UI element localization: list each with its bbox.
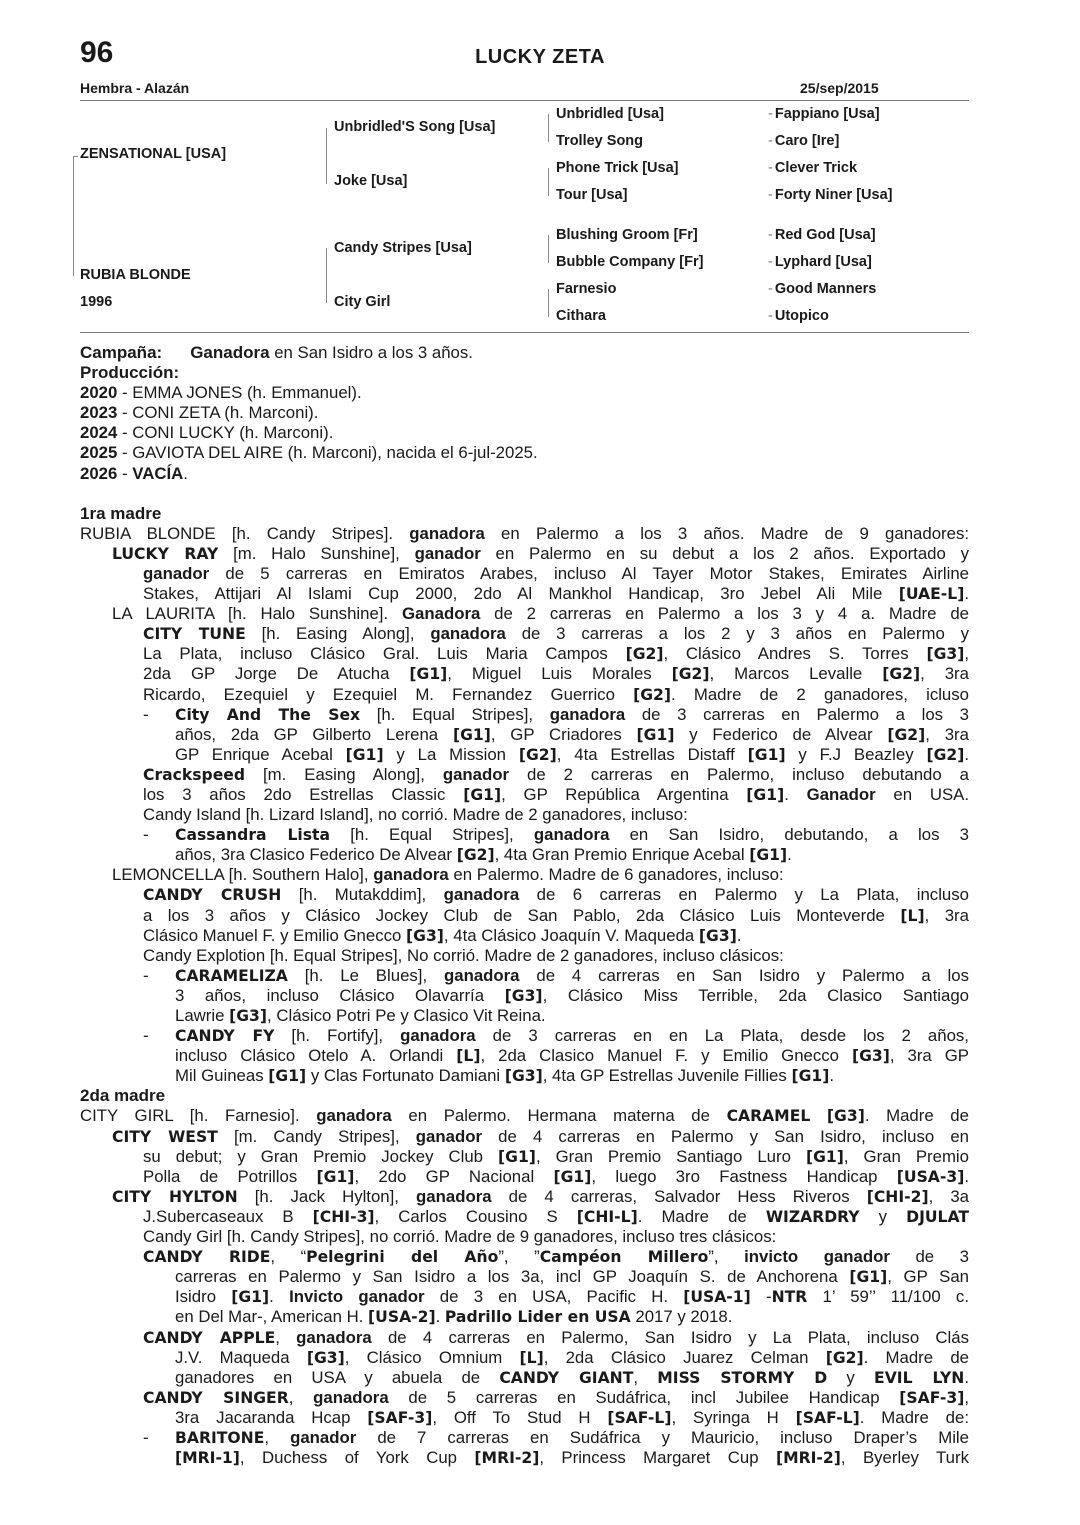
sex-color: Hembra - Alazán: [80, 80, 190, 96]
gen3-1: Unbridled [Usa]: [556, 106, 664, 122]
gen3-5: Blushing Groom [Fr]: [556, 227, 698, 243]
family-line: carreras en Palermo y San Isidro a los 3a, incl GP Joaquín S. de Anchorena [G1], GP San: [175, 1267, 969, 1287]
gen3-4: Tour [Usa]: [556, 187, 628, 203]
gen4-5: Red God [Usa]: [774, 227, 876, 243]
lot-number: 96: [80, 36, 114, 69]
second-dam-label: 2da madre: [80, 1086, 166, 1106]
campaign-line: Campaña: Ganadora en San Isidro a los 3 años.: [80, 343, 473, 362]
family-line: Mil Guineas [G1] y Clas Fortunato Damiani [G3], 4ta GP Estrellas Juvenile Fillies [G1].: [175, 1066, 835, 1086]
family-line: LUCKY RAY [m. Halo Sunshine], ganador en Palermo en su debut a los 2 años. Exportado y: [112, 543, 969, 563]
gen3-6: Bubble Company [Fr]: [556, 254, 704, 270]
gen3-8: Cithara: [556, 308, 606, 324]
family-line: 2da GP Jorge De Atucha [G1], Miguel Luis Morales [G2], Marcos Levalle [G2], 3ra: [143, 664, 969, 684]
production-item: 2025 - GAVIOTA DEL AIRE (h. Marconi), nacida el 6-jul-2025.: [80, 443, 538, 463]
first-dam-label: 1ra madre: [80, 503, 162, 523]
family-line: - Cassandra Lista [h. Equal Stripes], ganadora en San Isidro, debutando, a los 3: [143, 825, 969, 845]
birth-date: 25/sep/2015: [800, 80, 879, 96]
family-line: CANDY CRUSH [h. Mutakddim], ganadora de 6 carreras en Palermo y La Plata, incluso: [143, 885, 969, 905]
production-item: 2024 - CONI LUCKY (h. Marconi).: [80, 423, 334, 443]
family-line: 3ra Jacaranda Hcap [SAF-3], Off To Stud H [SAF-L], Syringa H [SAF-L]. Madre de:: [175, 1407, 969, 1427]
gen4-4: Forty Niner [Usa]: [774, 187, 893, 203]
family-line: años, 2da GP Gilberto Lerena [G1], GP Criadores [G1] y Federico de Alvear [G2], 3ra: [175, 724, 969, 744]
gen4-2: Caro [Ire]: [774, 133, 840, 149]
top-rule: [80, 100, 969, 101]
family-line: Candy Island [h. Lizard Island], no corrió. Madre de 2 ganadores, incluso:: [143, 805, 688, 825]
family-line: ganador de 5 carreras en Emiratos Arabes, incluso Al Tayer Motor Stakes, Emirates Airline: [143, 563, 969, 583]
family-line: Polla de Potrillos [G1], 2do GP Nacional [G1], luego 3ro Fastness Handicap [USA-3].: [143, 1166, 969, 1186]
campaign-label: Campaña:: [80, 343, 163, 362]
sire-dam: Joke [Usa]: [334, 173, 408, 189]
family-line: en Del Mar-, American H. [USA-2]. Padrillo Lider en USA 2017 y 2018.: [175, 1307, 733, 1327]
family-line: Ricardo, Ezequiel y Ezequiel M. Fernandez Guerrico [G2]. Madre de 2 ganadores, icluso: [143, 684, 969, 704]
family-line: GP Enrique Acebal [G1] y La Mission [G2], 4ta Estrellas Distaff [G1] y F.J Beazley [G2].: [175, 744, 969, 764]
catalog-body: [80, 343, 969, 1468]
gen3-3: Phone Trick [Usa]: [556, 160, 679, 176]
family-line: CANDY SINGER, ganadora de 5 carreras en Sudáfrica, incl Jubilee Handicap [SAF-3],: [143, 1387, 969, 1407]
gen4-8: Utopico: [774, 308, 829, 324]
family-line: Stakes, Attijari Al Islami Cup 2000, 2do Al Mankhol Handicap, 3ro Jebel Ali Mile [UAE-L].: [143, 584, 969, 604]
family-line: - CANDY FY [h. Fortify], ganadora de 3 carreras en en La Plata, desde los 2 años,: [143, 1026, 969, 1046]
family-line: RUBIA BLONDE [h. Candy Stripes]. ganadora en Palermo a los 3 años. Madre de 9 ganadores:: [80, 523, 969, 543]
gen4-6: Lyphard [Usa]: [774, 254, 872, 270]
family-line: Clásico Manuel F. y Emilio Gnecco [G3], 4ta Clásico Joaquín V. Maqueda [G3].: [143, 925, 742, 945]
production-item: 2020 - EMMA JONES (h. Emmanuel).: [80, 383, 362, 403]
production-item: 2026 - VACÍA.: [80, 463, 188, 483]
family-line: J.Subercaseaux B [CHI-3], Carlos Cousino S [CHI-L]. Madre de WIZARDRY y DJULAT: [143, 1206, 969, 1226]
sire: ZENSATIONAL [USA]: [80, 146, 227, 162]
family-line: su debut; y Gran Premio Jockey Club [G1], Gran Premio Santiago Luro [G1], Gran Premio: [143, 1146, 969, 1166]
family-line: CANDY APPLE, ganadora de 4 carreras en Palermo, San Isidro y La Plata, incluso Clás: [143, 1327, 969, 1347]
production-label: Producción:: [80, 363, 180, 383]
dam-year: 1996: [80, 294, 113, 310]
gen3-2: Trolley Song: [556, 133, 644, 149]
production-item: 2023 - CONI ZETA (h. Marconi).: [80, 403, 319, 423]
family-line: CITY HYLTON [h. Jack Hylton], ganadora de 4 carreras, Salvador Hess Riveros [CHI-2], 3a: [112, 1186, 969, 1206]
family-line: CANDY RIDE, “Pelegrini del Año”, ”Campéon Millero”, invicto ganador de 3: [143, 1247, 969, 1267]
family-line: incluso Clásico Otelo A. Orlandi [L], 2da Clasico Manuel F. y Emilio Gnecco [G3], 3ra GP: [175, 1046, 969, 1066]
bottom-rule: [80, 332, 969, 333]
dam: RUBIA BLONDE: [80, 267, 191, 283]
family-line: CITY GIRL [h. Farnesio]. ganadora en Palermo. Hermana materna de CARAMEL [G3]. Madre de: [80, 1106, 969, 1126]
family-line: Crackspeed [m. Easing Along], ganador de 2 carreras en Palermo, incluso debutando a: [143, 764, 969, 784]
dam-sire: Candy Stripes [Usa]: [334, 240, 472, 256]
family-line: CITY WEST [m. Candy Stripes], ganador de 4 carreras en Palermo y San Isidro, incluso en: [112, 1126, 969, 1146]
family-line: Candy Girl [h. Candy Stripes], no corrió. Madre de 9 ganadores, incluso tres clásicos:: [143, 1227, 777, 1247]
family-line: [MRI-1], Duchess of York Cup [MRI-2], Princess Margaret Cup [MRI-2], Byerley Turk: [175, 1448, 969, 1468]
family-line: - BARITONE, ganador de 7 carreras en Sudáfrica y Mauricio, incluso Draper’s Mile: [143, 1427, 969, 1447]
family-line: Isidro [G1]. Invicto ganador de 3 en USA, Pacific H. [USA-1] -NTR 1’ 59’’ 11/100 c.: [175, 1287, 969, 1307]
family-line: - CARAMELIZA [h. Le Blues], ganadora de 4 carreras en San Isidro y Palermo a los: [143, 965, 969, 985]
family-line: ganadores en USA y abuela de CANDY GIANT, MISS STORMY D y EVIL LYN.: [175, 1367, 969, 1387]
dam-dam: City Girl: [334, 294, 391, 310]
gen4-1: Fappiano [Usa]: [774, 106, 880, 122]
family-line: Candy Explotion [h. Equal Stripes], No corrió. Madre de 2 ganadores, incluso clásicos:: [143, 945, 784, 965]
family-line: LEMONCELLA [h. Southern Halo], ganadora en Palermo. Madre de 6 ganadores, incluso:: [112, 865, 784, 885]
family-line: los 3 años 2do Estrellas Classic [G1], GP República Argentina [G1]. Ganador en USA.: [143, 784, 969, 804]
gen4-7: Good Manners: [774, 281, 877, 297]
family-line: Lawrie [G3], Clásico Potri Pe y Clasico Vit Reina.: [175, 1006, 546, 1025]
family-line: - City And The Sex [h. Equal Stripes], ganadora de 3 carreras en Palermo a los 3: [143, 704, 969, 724]
family-line: 3 años, incluso Clásico Olavarría [G3], Clásico Miss Terrible, 2da Clasico Santiago: [175, 985, 969, 1005]
family-line: LA LAURITA [h. Halo Sunshine]. Ganadora de 2 carreras en Palermo a los 3 y 4 a. Madre de: [112, 604, 969, 624]
family-line: años, 3ra Clasico Federico De Alvear [G2], 4ta Gran Premio Enrique Acebal [G1].: [175, 845, 792, 865]
family-line: J.V. Maqueda [G3], Clásico Omnium [L], 2da Clásico Juarez Celman [G2]. Madre de: [175, 1347, 969, 1367]
family-line: CITY TUNE [h. Easing Along], ganadora de 3 carreras a los 2 y 3 años en Palermo y: [143, 624, 969, 644]
family-line: La Plata, incluso Clásico Gral. Luis Maria Campos [G2], Clásico Andres S. Torres [G3],: [143, 644, 969, 664]
gen4-3: Clever Trick: [774, 160, 858, 176]
sire-sire: Unbridled'S Song [Usa]: [334, 119, 496, 135]
horse-name: LUCKY ZETA: [475, 46, 605, 68]
sire-dam-bracket: [73, 156, 74, 276]
family-line: a los 3 años y Clásico Jockey Club de San Pablo, 2da Clásico Luis Monteverde [L], 3ra: [143, 905, 969, 925]
gen3-7: Farnesio: [556, 281, 617, 297]
